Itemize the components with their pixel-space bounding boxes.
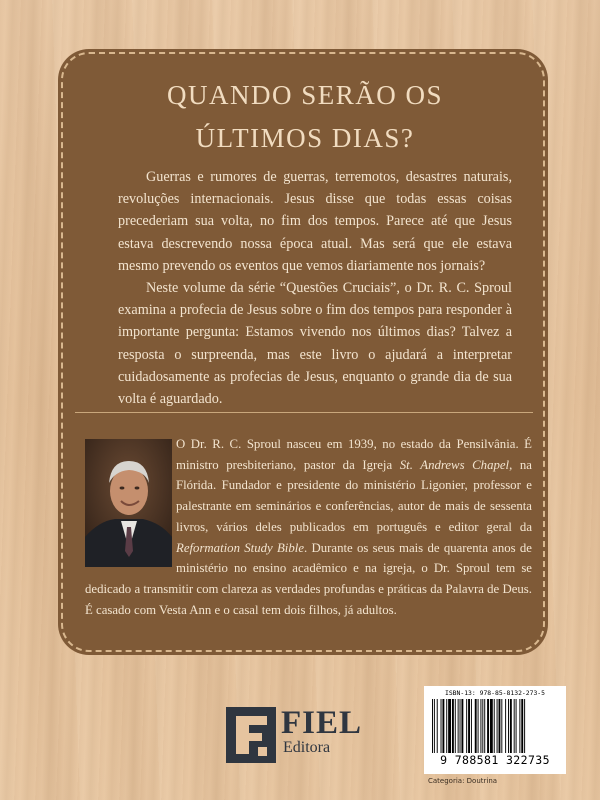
bio-bible-title: Reformation Study Bible — [176, 540, 304, 555]
synopsis-paragraph-1: Guerras e rumores de guerras, terremotos, desastres naturais, revoluções internacionais. Jesus disse que todas essas coisas precederiam sua volta, no fim dos tempos. Parece até que Jesus estava descrevendo nossa época atual. Mas será que ele estava mesmo prevendo os eventos que vemos diariamente nos jornais? — [118, 169, 512, 274]
title-line-1: QUANDO SERÃO OS — [166, 80, 444, 110]
synopsis-paragraph-2: Neste volume da série “Questões Cruciais”, o Dr. R. C. Sproul examina a profecia de Jesus sobre o fim dos tempos para responder à importante pergunta: Estamos vivendo nos últimos dias? Talvez a resposta o surpreenda, mas este livro o ajudará a interpretar cuidadosamente as profecias de Jesus, enquanto o grande dia de sua volta é aguardado. — [118, 280, 512, 408]
bio-church-name: St. Andrews Chapel — [399, 457, 510, 472]
bio-text-2: , na Flórida. Fundador e presidente do ministério Ligonier, professor e palestrante em seminários e conferências, autor de mais de sessenta livros, vários deles publicados em português e editor geral da — [176, 457, 532, 534]
category-label: Categoria: Doutrina — [428, 777, 498, 785]
divider-line — [75, 412, 533, 413]
publisher-name: FIEL — [281, 705, 363, 741]
publisher-logo — [226, 707, 376, 763]
barcode-image — [430, 699, 560, 753]
title-line-2: ÚLTIMOS DIAS? — [195, 123, 415, 153]
fiel-logo-icon — [226, 707, 276, 763]
bio-text-3: . Durante os seus mais de quarenta anos de ministério no ensino acadêmico e na igreja, o Dr. Sproul tem se dedicado a transmitir com clareza as verdades profundas e práticas da Palavra de Deus. É casado com Vesta Ann e o casal tem dois filhos, já adultos. — [85, 540, 532, 617]
barcode-digits: 9 788581 322735 — [440, 753, 550, 767]
bio-text-1: O Dr. R. C. Sproul nasceu em 1939, no estado da Pensilvânia. É ministro presbiteriano, pastor da Igreja — [176, 437, 532, 472]
author-bio — [85, 434, 532, 620]
back-cover-panel — [61, 52, 545, 652]
barcode-box — [424, 686, 566, 774]
publisher-subtitle: Editora — [283, 739, 331, 756]
cover-title — [63, 74, 547, 160]
isbn-label: ISBN-13: 978-85-8132-273-5 — [444, 689, 546, 697]
synopsis — [118, 166, 512, 410]
